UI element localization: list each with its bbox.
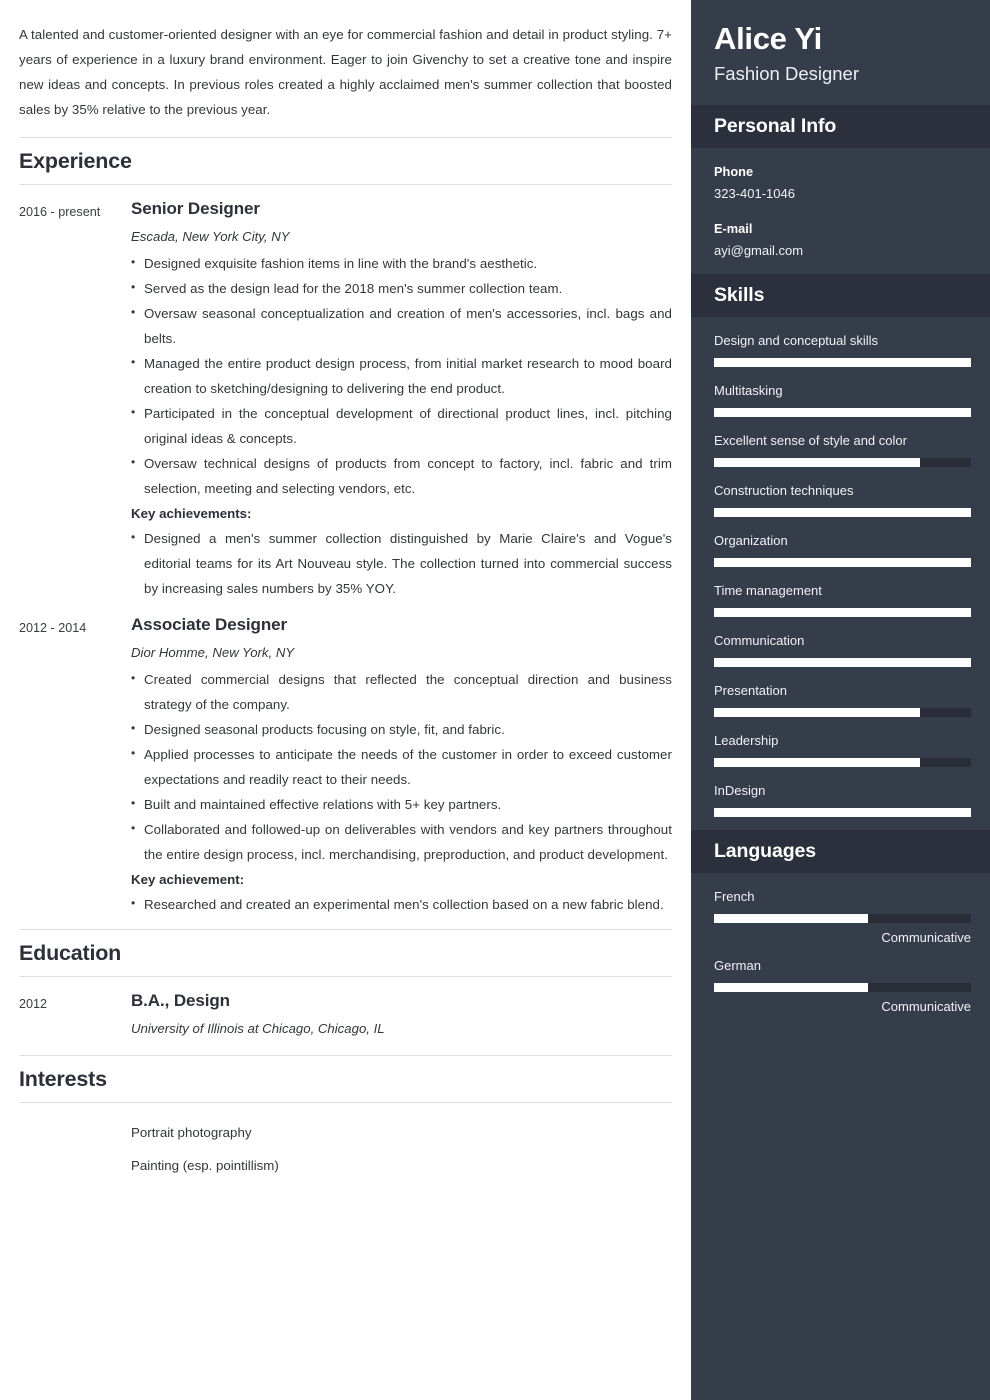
list-item: • Oversaw seasonal conceptualization and creation of men's accessories, incl. bags and belts. <box>131 301 672 351</box>
skill-row <box>714 580 970 617</box>
skill-row <box>714 330 970 367</box>
list-item: • Managed the entire product design process, from initial market research to mood board creation to sketching/designing to delivering the end product. <box>131 351 672 401</box>
list-item: • Designed seasonal products focusing on style, fit, and fabric. <box>131 717 672 742</box>
education-school: University of Illinois at Chicago, Chicago, IL <box>131 1021 385 1036</box>
skill-bar-track <box>714 608 971 617</box>
list-item: • Collaborated and followed-up on deliverables with vendors and key partners throughout the entire design process, incl. merchandising, preproduction, and product development. <box>131 817 672 867</box>
skill-row <box>714 430 970 467</box>
skill-label: Leadership <box>714 733 779 748</box>
key-achievements-list <box>131 892 672 917</box>
education-degree: B.A., Design <box>131 991 230 1010</box>
language-bar-track <box>714 983 971 992</box>
list-item: • Designed a men's summer collection distinguished by Marie Claire's and Vogue's editorial teams for its Art Nouveau style. The collection turned into commercial success by increasing sales numbers by 35% YOY. <box>131 526 672 601</box>
skill-label: Multitasking <box>714 383 783 398</box>
skill-bar-track <box>714 458 971 467</box>
key-achievements-label: Key achievements: <box>131 506 252 521</box>
list-item: • Participated in the conceptual development of directional product lines, incl. pitching original ideas & concepts. <box>131 401 672 451</box>
language-bar-track <box>714 914 971 923</box>
skill-label: Presentation <box>714 683 787 698</box>
list-item: • Researched and created an experimental men's collection based on a new fabric blend. <box>131 892 672 917</box>
language-row <box>714 955 970 1018</box>
list-item: Painting (esp. pointillism) <box>131 1158 279 1173</box>
experience-section <box>19 137 672 929</box>
list-item: • Built and maintained effective relations with 5+ key partners. <box>131 792 672 817</box>
skill-bar-fill <box>714 708 920 717</box>
phone-value[interactable]: 323-401-1046 <box>714 186 795 201</box>
education-section <box>19 929 672 1055</box>
sidebar <box>691 0 990 1400</box>
experience-entry <box>19 601 672 917</box>
experience-bullet-list <box>131 251 672 501</box>
experience-section-title: Experience <box>19 149 132 173</box>
professional-summary: A talented and customer-oriented designer with an eye for commercial fashion and detail in product styling. 7+ years of experience in a luxury brand environment. Eager to join Givenchy to set a creative tone and inspire new ideas and concepts. In previous roles created a highly acclaimed men's summer collection that boosted sales by 35% relative to the previous year. <box>19 27 672 117</box>
language-bar-fill <box>714 983 868 992</box>
experience-company: Dior Homme, New York, NY <box>131 645 295 660</box>
personal-info-heading-band <box>691 105 990 148</box>
skills-body <box>691 317 990 817</box>
skills-heading: Skills <box>714 284 765 306</box>
skill-bar-fill <box>714 608 971 617</box>
skill-bar-fill <box>714 808 971 817</box>
skill-row <box>714 480 970 517</box>
candidate-name: Alice Yi <box>714 21 822 56</box>
skill-row <box>714 730 970 767</box>
email-value[interactable]: ayi@gmail.com <box>714 243 804 258</box>
skill-bar-fill <box>714 458 920 467</box>
skill-bar-track <box>714 558 971 567</box>
education-entry-body <box>131 990 672 1043</box>
skill-bar-track <box>714 508 971 517</box>
languages-body <box>691 873 990 1018</box>
skill-bar-track <box>714 358 971 367</box>
skill-bar-fill <box>714 508 971 517</box>
skill-label: Time management <box>714 583 822 598</box>
interests-entry-body <box>131 1116 672 1182</box>
language-row <box>714 886 970 949</box>
list-item: • Designed exquisite fashion items in line with the brand's aesthetic. <box>131 251 672 276</box>
experience-job-title: Senior Designer <box>131 199 260 218</box>
skill-bar-fill <box>714 408 971 417</box>
skill-bar-track <box>714 758 971 767</box>
experience-entry <box>19 185 672 601</box>
phone-label: Phone <box>714 164 754 179</box>
experience-bullet-list <box>131 667 672 867</box>
experience-entry-body <box>131 198 672 601</box>
skill-label: InDesign <box>714 783 766 798</box>
interests-section <box>19 1055 672 1182</box>
sidebar-header <box>691 0 990 105</box>
skill-label: Communication <box>714 633 805 648</box>
interests-spacer-column <box>19 1116 131 1118</box>
language-label: German <box>714 958 761 973</box>
skills-heading-band <box>691 274 990 317</box>
candidate-role: Fashion Designer <box>714 63 859 84</box>
email-label: E-mail <box>714 221 753 236</box>
section-spacer <box>19 917 672 929</box>
language-bar-fill <box>714 914 868 923</box>
skill-bar-track <box>714 408 971 417</box>
experience-entry-date: 2012 - 2014 <box>19 621 87 635</box>
language-level-label: Communicative <box>881 930 971 945</box>
interests-entry <box>19 1103 672 1182</box>
education-section-title: Education <box>19 941 122 965</box>
list-item: • Oversaw technical designs of products from concept to factory, incl. fabric and trim selection, meeting and selecting vendors, etc. <box>131 451 672 501</box>
skill-bar-fill <box>714 658 971 667</box>
interests-section-title: Interests <box>19 1067 107 1091</box>
languages-heading: Languages <box>714 840 817 862</box>
language-level-label: Communicative <box>881 999 971 1014</box>
key-achievements-label: Key achievement: <box>131 872 245 887</box>
education-entry-date: 2012 <box>19 997 48 1011</box>
education-entry <box>19 977 672 1043</box>
experience-entry-body <box>131 614 672 917</box>
personal-info-body <box>691 148 990 262</box>
experience-company: Escada, New York City, NY <box>131 229 290 244</box>
interests-list <box>131 1116 672 1182</box>
list-item: • Applied processes to anticipate the needs of the customer in order to exceed customer expectations and readily react to their needs. <box>131 742 672 792</box>
key-achievements-list <box>131 526 672 601</box>
languages-heading-band <box>691 830 990 873</box>
skill-row <box>714 630 970 667</box>
skill-label: Construction techniques <box>714 483 854 498</box>
skill-label: Design and conceptual skills <box>714 333 879 348</box>
skill-row <box>714 680 970 717</box>
list-item: Portrait photography <box>131 1125 252 1140</box>
skill-label: Organization <box>714 533 788 548</box>
skill-row <box>714 380 970 417</box>
skill-bar-fill <box>714 558 971 567</box>
skill-label: Excellent sense of style and color <box>714 433 907 448</box>
skill-bar-track <box>714 808 971 817</box>
experience-entry-date: 2016 - present <box>19 205 101 219</box>
skill-bar-fill <box>714 758 920 767</box>
skill-bar-fill <box>714 358 971 367</box>
language-label: French <box>714 889 755 904</box>
skill-bar-track <box>714 708 971 717</box>
personal-info-heading: Personal Info <box>714 115 837 137</box>
list-item: • Served as the design lead for the 2018 men's summer collection team. <box>131 276 672 301</box>
skill-bar-track <box>714 658 971 667</box>
skill-row <box>714 780 970 817</box>
experience-job-title: Associate Designer <box>131 615 287 634</box>
list-item: • Created commercial designs that reflected the conceptual direction and business strategy of the company. <box>131 667 672 717</box>
skill-row <box>714 530 970 567</box>
section-spacer <box>19 1043 672 1055</box>
